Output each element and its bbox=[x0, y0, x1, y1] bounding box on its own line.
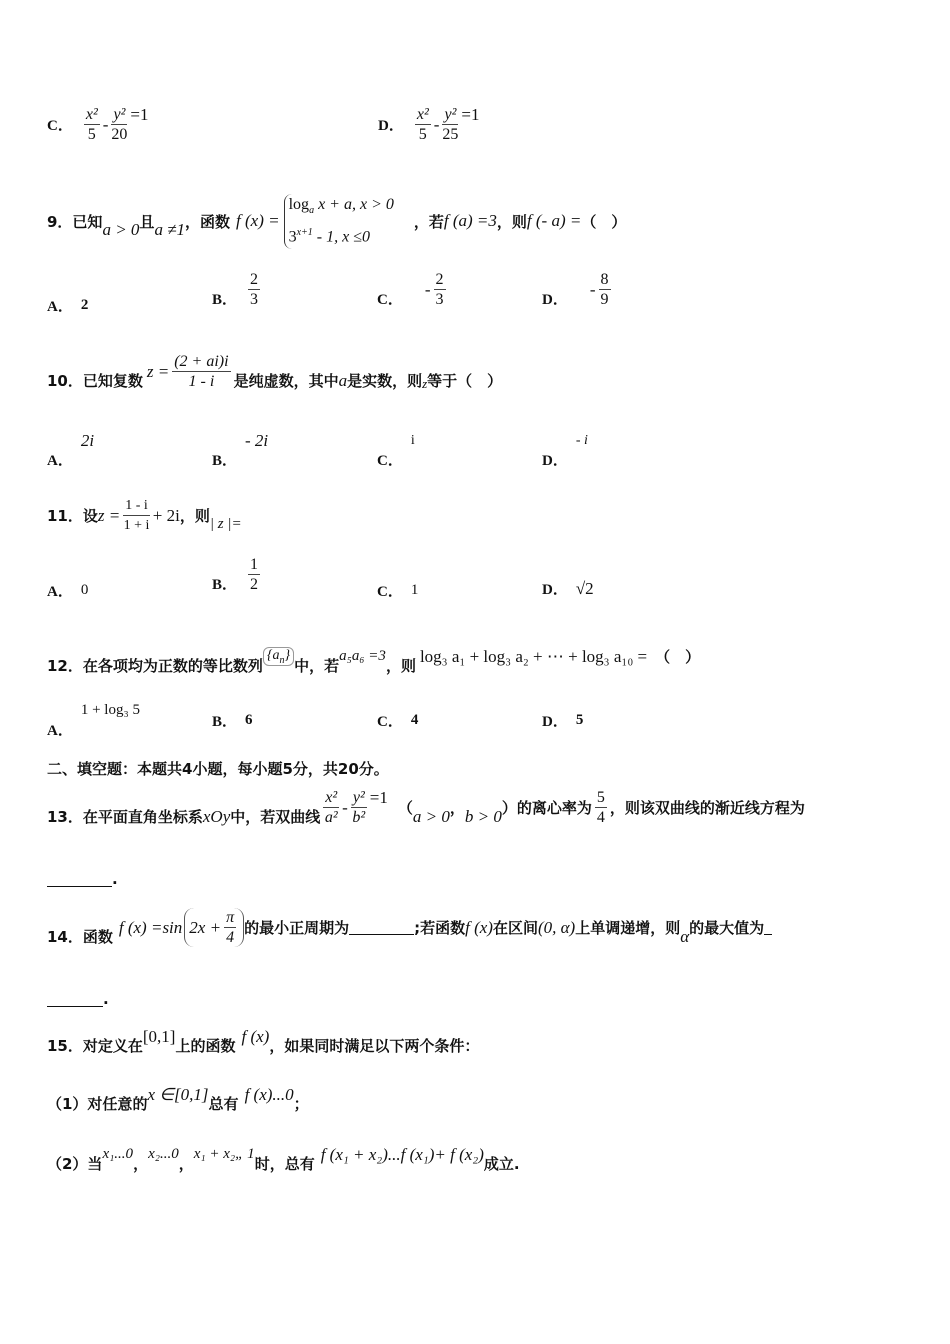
numerator: x² bbox=[85, 106, 98, 123]
question-13 bbox=[47, 788, 805, 827]
text: ）的离心率为 bbox=[501, 799, 592, 817]
option-label: C． bbox=[377, 584, 403, 600]
text: ，如果同时满足以下两个条件： bbox=[269, 1037, 480, 1055]
minus: - bbox=[102, 114, 109, 134]
text: ，则该双曲线的渐近线方程为 bbox=[609, 799, 805, 817]
question-14 bbox=[47, 908, 772, 947]
math: z = bbox=[97, 505, 121, 525]
numerator: y² bbox=[352, 789, 365, 806]
math: a bbox=[309, 205, 315, 217]
math: log bbox=[288, 196, 310, 213]
math: + 2i bbox=[152, 505, 180, 525]
denominator: 5 bbox=[87, 126, 96, 143]
question-15 bbox=[47, 1026, 480, 1055]
text: ， bbox=[133, 1155, 149, 1173]
equals: =1 bbox=[369, 787, 388, 807]
option-value: - i bbox=[575, 432, 588, 448]
text: ，若 bbox=[413, 212, 444, 231]
text: 的最大值为 bbox=[689, 919, 765, 937]
text: 总有 bbox=[208, 1095, 239, 1113]
text: ;若函数 bbox=[414, 919, 466, 937]
equals: =1 bbox=[130, 104, 149, 124]
math: x + a, x > 0 bbox=[314, 196, 394, 213]
text: 11．设 bbox=[47, 507, 98, 525]
option-value: 0 bbox=[80, 582, 89, 598]
numerator: (2 + ai)i bbox=[174, 353, 229, 370]
math: x ∈[0,1] bbox=[147, 1084, 209, 1104]
option-label: A． bbox=[47, 584, 73, 600]
fraction bbox=[323, 788, 339, 827]
fraction bbox=[123, 496, 150, 535]
q12-option-d bbox=[542, 710, 591, 731]
section-heading bbox=[47, 758, 389, 779]
math: 3 bbox=[288, 228, 297, 246]
denominator: 25 bbox=[442, 126, 459, 143]
parentheses bbox=[184, 908, 244, 947]
denominator: 20 bbox=[111, 126, 128, 143]
math: xOy bbox=[202, 806, 231, 826]
option-value: i bbox=[410, 432, 415, 448]
math: n bbox=[279, 654, 285, 666]
option-label: A． bbox=[47, 453, 73, 469]
q15-condition-2 bbox=[47, 1144, 520, 1173]
text: 中，若 bbox=[294, 657, 340, 675]
math: [0,1] bbox=[142, 1026, 176, 1046]
q12-option-a bbox=[47, 702, 140, 739]
fraction bbox=[599, 270, 611, 309]
answer-blank[interactable] bbox=[47, 872, 112, 887]
q12-option-b bbox=[212, 710, 261, 731]
fraction bbox=[111, 105, 127, 144]
answer-blank[interactable] bbox=[47, 992, 103, 1007]
math: {a bbox=[266, 647, 280, 663]
q9-option-b bbox=[212, 270, 263, 309]
option-value: √2 bbox=[575, 578, 594, 598]
math: f (x) bbox=[241, 1026, 270, 1046]
text: 中，若双曲线 bbox=[230, 808, 321, 826]
option-value: 4 bbox=[410, 712, 419, 728]
text: ， bbox=[449, 799, 465, 817]
minus: - bbox=[342, 797, 348, 817]
math: a > 0 bbox=[102, 220, 140, 240]
math: log₃ a₁ + log₃ a₂ + ⋯ + log₃ a₁₀ = bbox=[419, 646, 648, 666]
math: } bbox=[284, 647, 291, 663]
text: 成立. bbox=[483, 1155, 520, 1173]
option-value: 1 bbox=[410, 582, 419, 598]
math: x₂...0 bbox=[148, 1146, 179, 1162]
text: . bbox=[103, 990, 109, 1008]
q13-answer-line bbox=[47, 870, 118, 888]
option-label: C． bbox=[377, 453, 403, 469]
question-12 bbox=[47, 646, 701, 675]
denominator: 4 bbox=[596, 809, 605, 826]
option-label: D． bbox=[542, 714, 568, 730]
q11-option-a bbox=[47, 580, 88, 601]
math: z = bbox=[146, 361, 170, 381]
numerator: x² bbox=[325, 789, 338, 806]
text: 是纯虚数，其中 bbox=[233, 372, 339, 390]
option-label: B． bbox=[212, 453, 238, 469]
minus: - bbox=[433, 114, 440, 134]
text: 时，总有 bbox=[254, 1155, 315, 1173]
denominator: 5 bbox=[418, 126, 427, 143]
numerator: 8 bbox=[600, 271, 609, 288]
answer-blank[interactable] bbox=[764, 920, 772, 935]
text: 且 bbox=[139, 212, 155, 231]
math: f (- a) = bbox=[526, 211, 582, 231]
fraction bbox=[224, 908, 236, 947]
q12-option-c bbox=[377, 710, 426, 731]
math: x₁...0 bbox=[102, 1146, 134, 1162]
math: - 1, x ≤0 bbox=[312, 228, 371, 246]
math: x₁ + x₂„ 1 bbox=[193, 1146, 255, 1162]
text: 是实数，则 bbox=[347, 372, 423, 390]
fraction bbox=[248, 270, 260, 309]
text: 10．已知复数 bbox=[47, 372, 143, 390]
text: ，则 bbox=[179, 507, 210, 525]
q9-option-d bbox=[542, 270, 614, 309]
math: a bbox=[338, 370, 348, 390]
text: 12．在各项均为正数的等比数列 bbox=[47, 657, 263, 675]
equals: =1 bbox=[461, 104, 480, 124]
math: b > 0 bbox=[464, 806, 502, 826]
option-label: B． bbox=[212, 292, 238, 308]
math: z bbox=[422, 375, 428, 391]
numerator: 1 - i bbox=[123, 496, 150, 516]
text: 13．在平面直角坐标系 bbox=[47, 808, 203, 826]
numerator: 5 bbox=[596, 789, 605, 806]
math: (0, α) bbox=[537, 917, 576, 937]
fraction bbox=[434, 270, 446, 309]
question-10 bbox=[47, 352, 502, 391]
text: ， bbox=[178, 1155, 194, 1173]
math: f (x₁ + x₂)...f (x₁)+ f (x₂) bbox=[320, 1144, 484, 1164]
text: ； bbox=[293, 1095, 309, 1113]
math: 2x + bbox=[189, 917, 222, 937]
q11-option-d bbox=[542, 578, 594, 599]
q9-option-a bbox=[47, 295, 96, 316]
option-value: 5 bbox=[575, 712, 584, 728]
text: 9．已知 bbox=[47, 212, 103, 231]
q8-option-d bbox=[378, 105, 480, 144]
text: ，则 bbox=[496, 212, 527, 231]
numerator: 1 bbox=[250, 556, 259, 573]
denominator: 9 bbox=[600, 291, 609, 308]
option-value: 2i bbox=[80, 430, 95, 450]
numerator: π bbox=[226, 909, 235, 926]
option-label: D． bbox=[378, 118, 404, 134]
numerator: 2 bbox=[250, 271, 259, 288]
numerator: 2 bbox=[435, 271, 444, 288]
text: （1）对任意的 bbox=[47, 1095, 148, 1113]
math: f (x)...0 bbox=[244, 1084, 294, 1104]
fraction bbox=[172, 352, 230, 391]
math: a ≠1 bbox=[154, 220, 186, 240]
option-label: D． bbox=[542, 292, 568, 308]
fraction bbox=[595, 788, 607, 827]
q10-option-c bbox=[377, 432, 415, 469]
math: | z |= bbox=[209, 516, 242, 532]
denominator: 1 - i bbox=[188, 373, 215, 390]
option-label: A． bbox=[47, 723, 73, 739]
q10-option-b bbox=[212, 430, 269, 469]
option-value: 2 bbox=[80, 297, 89, 313]
option-label: C． bbox=[47, 118, 73, 134]
q11-option-c bbox=[377, 580, 418, 601]
text: （2）当 bbox=[47, 1155, 103, 1173]
math: a > 0 bbox=[412, 806, 450, 826]
minus: - bbox=[589, 279, 596, 299]
denominator: 3 bbox=[250, 291, 259, 308]
denominator: b² bbox=[352, 809, 366, 826]
text: 14．函数 bbox=[47, 928, 113, 946]
answer-bracket: （ ） bbox=[581, 212, 627, 231]
text: ，函数 bbox=[185, 212, 231, 231]
option-label: D． bbox=[542, 453, 568, 469]
math: a₅a₆ =3 bbox=[339, 648, 386, 664]
denominator: 2 bbox=[250, 576, 259, 593]
fraction bbox=[442, 105, 458, 144]
fraction bbox=[415, 105, 431, 144]
denominator: a² bbox=[324, 809, 338, 826]
q9-option-c bbox=[377, 270, 449, 309]
option-label: A． bbox=[47, 299, 73, 315]
fraction bbox=[351, 788, 367, 827]
answer-bracket: （ ） bbox=[655, 648, 701, 666]
option-value: 6 bbox=[245, 712, 253, 728]
q11-option-b bbox=[212, 555, 263, 594]
math: f (x) bbox=[465, 917, 493, 937]
denominator: 1 + i bbox=[123, 518, 150, 533]
answer-blank[interactable] bbox=[349, 920, 414, 935]
math: α bbox=[680, 926, 690, 946]
denominator: 3 bbox=[435, 291, 444, 308]
option-value: - 2i bbox=[245, 430, 269, 450]
section-title: 二、填空题：本题共4小题，每小题5分，共20分。 bbox=[47, 760, 389, 778]
math: f (x) =sin bbox=[118, 917, 183, 937]
text: 在区间 bbox=[492, 919, 538, 937]
fraction bbox=[84, 105, 100, 144]
text: 的最小正周期为 bbox=[244, 919, 350, 937]
text: （ bbox=[397, 799, 413, 817]
math: f (x) = bbox=[236, 211, 280, 231]
piecewise bbox=[284, 194, 394, 249]
option-label: C． bbox=[377, 714, 403, 730]
text: . bbox=[112, 870, 118, 888]
text: 15．对定义在 bbox=[47, 1037, 143, 1055]
option-label: B． bbox=[212, 577, 238, 593]
minus: - bbox=[424, 279, 431, 299]
fraction bbox=[248, 555, 260, 594]
math: x+1 bbox=[296, 227, 313, 239]
option-value: 1 + log₃ 5 bbox=[80, 702, 140, 718]
numerator: y² bbox=[444, 106, 457, 123]
numerator: x² bbox=[416, 106, 429, 123]
text: 等于（ ） bbox=[427, 372, 503, 390]
q8-option-c bbox=[47, 105, 149, 144]
q14-answer-line bbox=[47, 990, 109, 1008]
option-label: B． bbox=[212, 714, 238, 730]
text: 上单调递增，则 bbox=[575, 919, 681, 937]
question-11 bbox=[47, 496, 242, 535]
q10-option-a bbox=[47, 430, 95, 469]
option-label: D． bbox=[542, 582, 568, 598]
denominator: 4 bbox=[226, 929, 235, 946]
math: f (a) =3 bbox=[443, 211, 497, 231]
q15-condition-1 bbox=[47, 1084, 309, 1113]
question-9 bbox=[47, 194, 626, 249]
numerator: y² bbox=[113, 106, 126, 123]
q10-option-d bbox=[542, 432, 588, 469]
text: 上的函数 bbox=[175, 1037, 236, 1055]
option-label: C． bbox=[377, 292, 403, 308]
text: ，则 bbox=[385, 657, 416, 675]
